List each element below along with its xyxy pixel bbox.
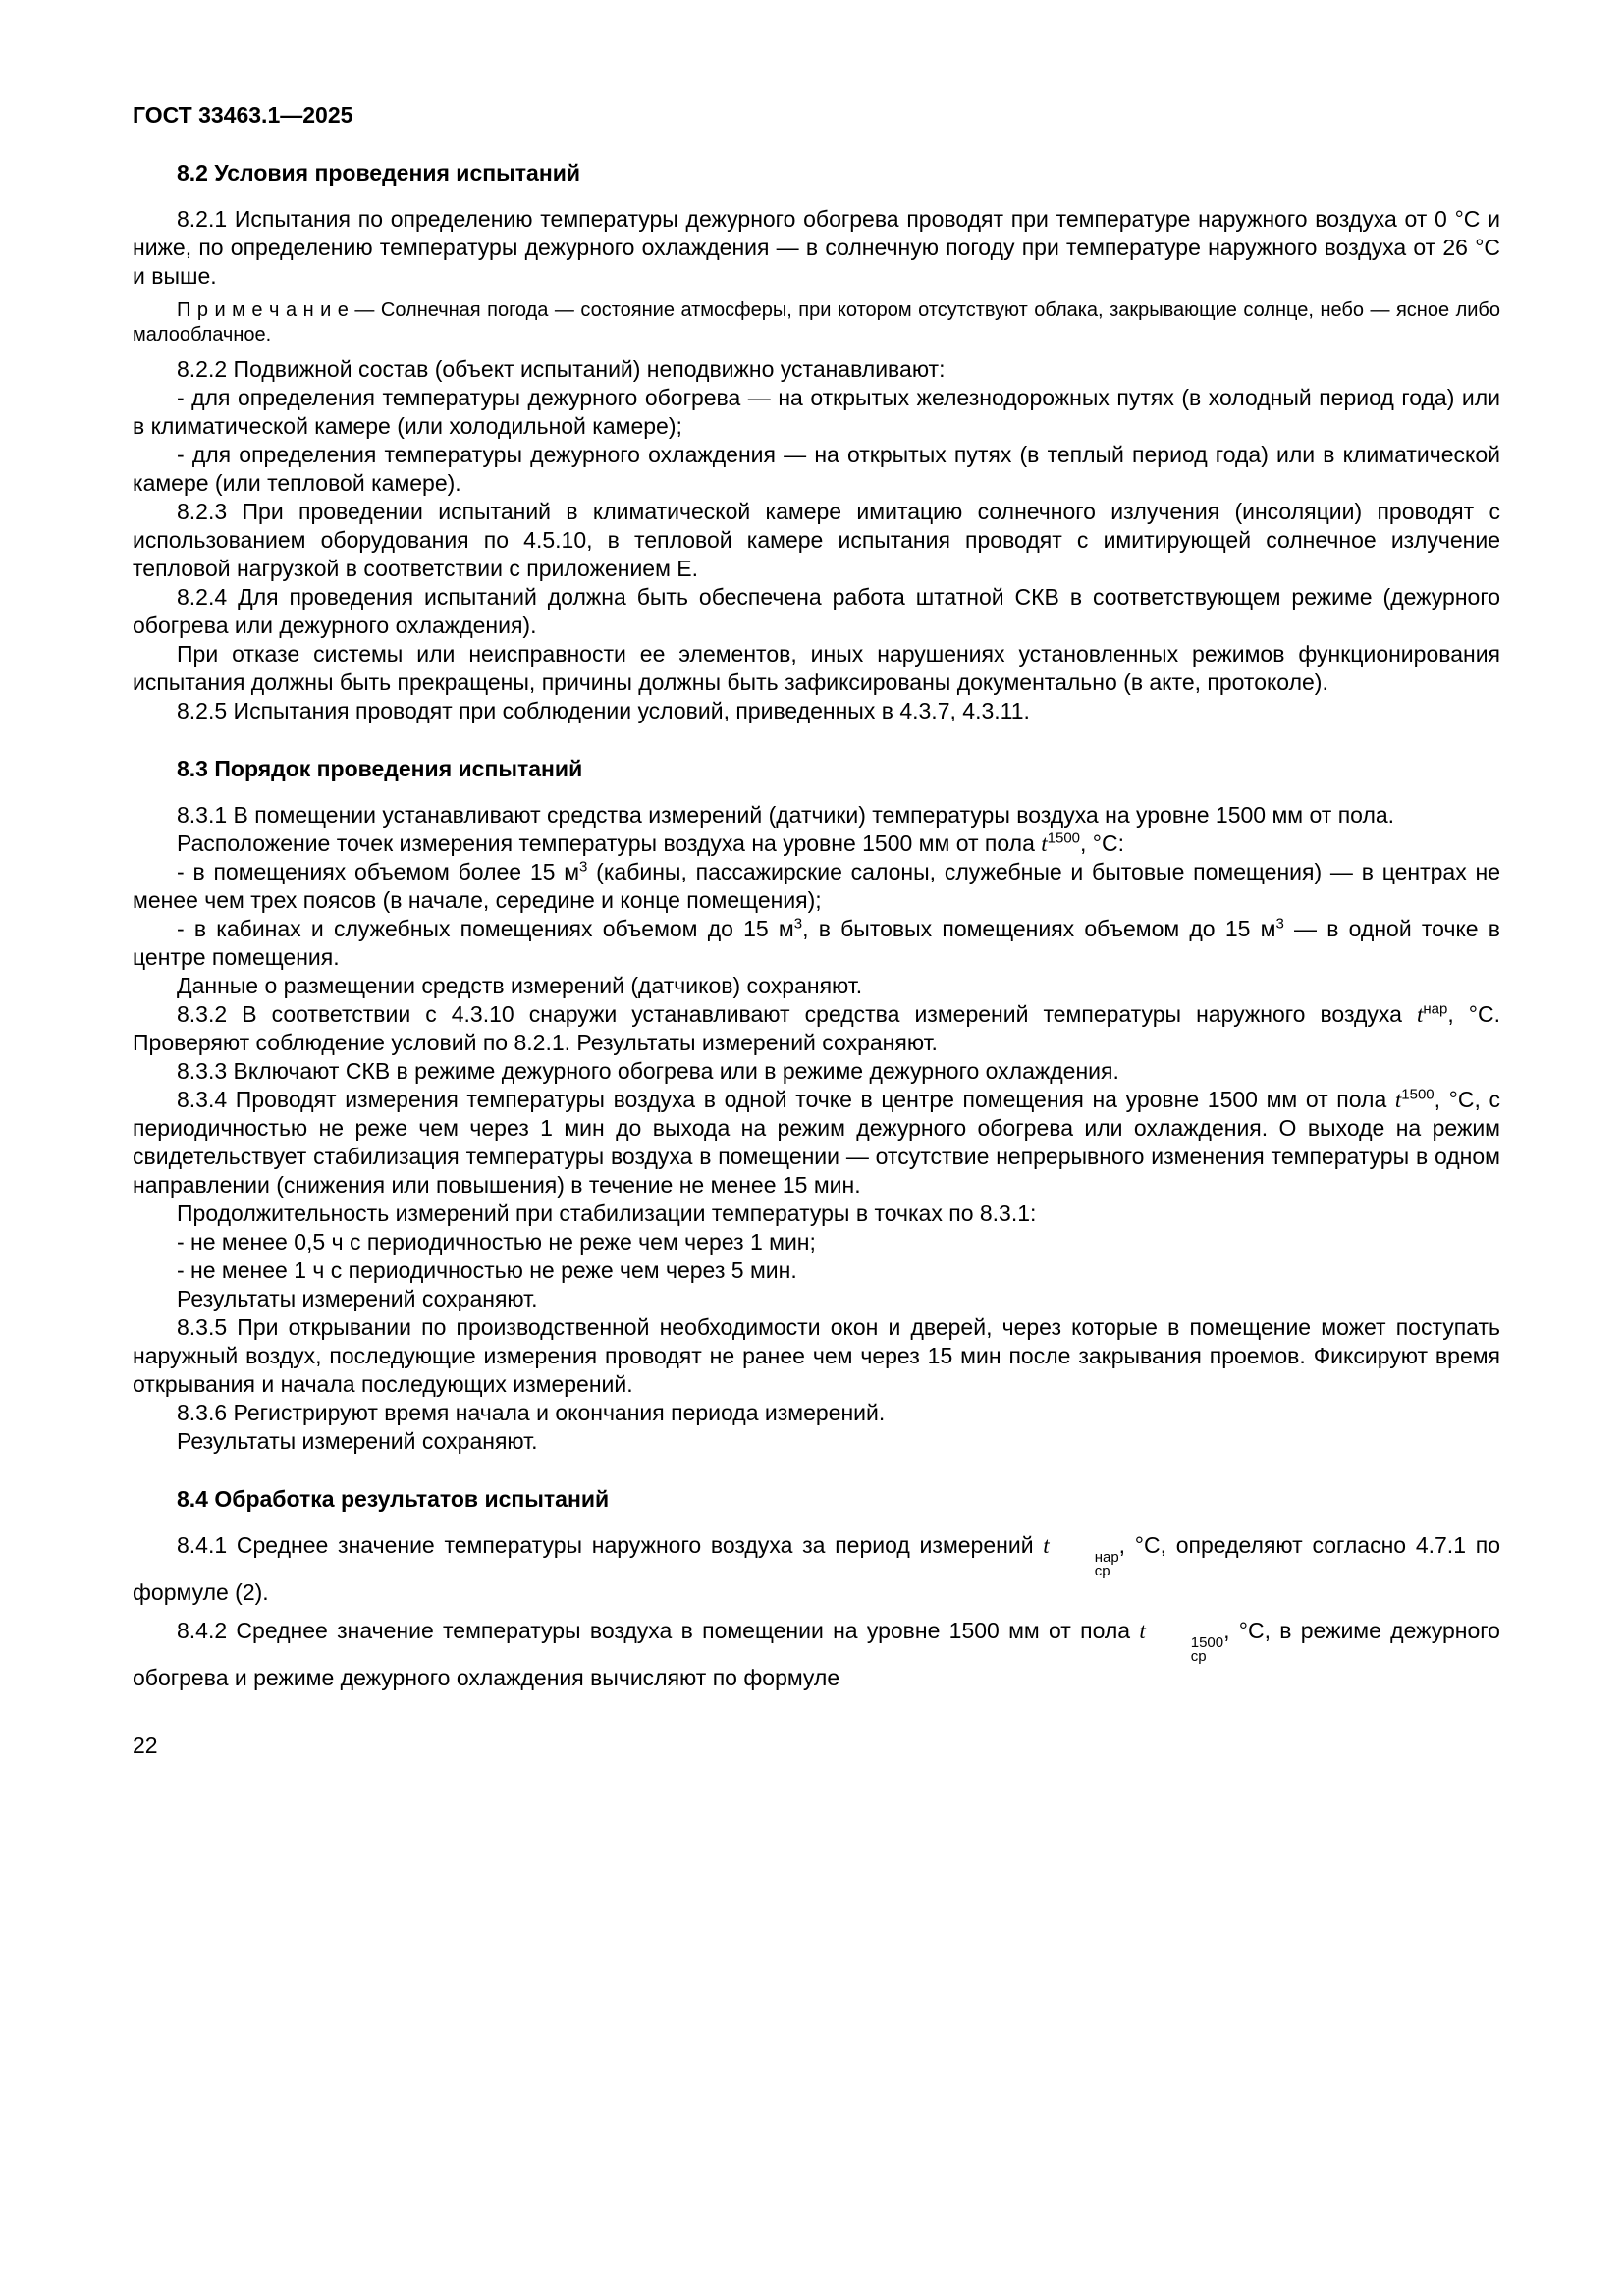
- text-run: , °С, в режиме дежурного обогрева и режиме дежурного охлаждения вычисляют по формуле: [133, 1618, 1500, 1690]
- paragraph: Данные о размещении средств измерений (датчиков) сохраняют.: [177, 973, 863, 998]
- paragraph-8-2-2: 8.2.2 Подвижной состав (объект испытаний) неподвижно устанавливают:: [177, 356, 946, 382]
- text-run: , °С, с периодичностью не реже чем через 1 мин до выхода на режим дежурного обогрева или охлаждения. О выходе на режим свидетельствует стабилизация температуры воздуха в помещении — отсутствие непрерывного изменения температуры в одном направлении (снижения или повышения) в течение не менее 15 мин.: [133, 1087, 1500, 1198]
- list-item: - не менее 0,5 ч с периодичностью не реже чем через 1 мин;: [177, 1229, 816, 1255]
- text-run: 8.3.4 Проводят измерения температуры воздуха в одной точке в центре помещения на уровне 1500 мм от пола: [177, 1087, 1395, 1112]
- paragraph-8-2-5: 8.2.5 Испытания проводят при соблюдении условий, приведенных в 4.3.7, 4.3.11.: [177, 698, 1030, 723]
- section-heading-8-3: 8.3 Порядок проведения испытаний: [177, 756, 583, 781]
- superscript-cubed: 3: [1275, 915, 1284, 933]
- paragraph-8-3-3: 8.3.3 Включают СКВ в режиме дежурного обогрева или в режиме дежурного охлаждения.: [177, 1058, 1119, 1084]
- variable-t: t: [1041, 831, 1048, 856]
- variable-t: t: [1394, 1088, 1402, 1112]
- text-run: - в помещениях объемом более 15 м: [177, 859, 580, 884]
- paragraph-8-3-1: 8.3.1 В помещении устанавливают средства измерений (датчики) температуры воздуха на уровне 1500 мм от пола.: [177, 802, 1395, 828]
- paragraph-8-3-4: [133, 1086, 1500, 1200]
- paragraph: При отказе системы или неисправности ее элементов, иных нарушениях установленных режимов функционирования испытания должны быть прекращены, причины должны быть зафиксированы документально (в акте, протоколе).: [133, 641, 1500, 695]
- paragraph: [133, 829, 1500, 858]
- paragraph-8-2-1: 8.2.1 Испытания по определению температуры дежурного обогрева проводят при температуре наружного воздуха от 0 °С и ниже, по определению температуры дежурного охлаждения — в солнечную погоду при температуре наружного воздуха от 26 °С и выше.: [133, 206, 1500, 289]
- superscript-cubed: 3: [579, 858, 588, 876]
- paragraph-8-4-1: [133, 1531, 1500, 1607]
- superscript-1500: 1500: [1190, 1634, 1224, 1651]
- list-item: [133, 858, 1500, 915]
- superscript-nar: нар: [1094, 1549, 1119, 1566]
- text-run: — в одной точке в центре помещения.: [133, 916, 1500, 970]
- paragraph: Результаты измерений сохраняют.: [177, 1286, 538, 1311]
- list-item: [133, 915, 1500, 972]
- text-run: , °С, определяют согласно 4.7.1 по формуле (2).: [133, 1532, 1500, 1605]
- text-run: , в бытовых помещениях объемом до 15 м: [802, 916, 1276, 941]
- variable-t: t: [1043, 1533, 1050, 1558]
- paragraph-8-3-6: 8.3.6 Регистрируют время начала и окончания периода измерений.: [177, 1400, 886, 1425]
- subscript-sr: ср: [1094, 1563, 1110, 1579]
- text-run: , °С. Проверяют соблюдение условий по 8.2.1. Результаты измерений сохраняют.: [133, 1001, 1500, 1055]
- paragraph-8-2-3: 8.2.3 При проведении испытаний в климатической камере имитацию солнечного излучения (инсоляции) проводят с использованием оборудования по 4.5.10, в тепловой камере испытания проводят с имитирующей солнечное излучение тепловой нагрузкой в соответствии с приложением Е.: [133, 499, 1500, 581]
- superscript-cubed: 3: [793, 915, 803, 933]
- paragraph-8-3-2: [133, 1000, 1500, 1057]
- text-run: 8.4.1 Среднее значение температуры наружного воздуха за период измерений: [177, 1532, 1044, 1558]
- list-item: - для определения температуры дежурного охлаждения — на открытых путях (в теплый период года) или в климатической камере (или тепловой камере).: [133, 442, 1500, 496]
- text-run: 8.4.2 Среднее значение температуры воздуха в помещении на уровне 1500 мм от пола: [177, 1618, 1140, 1643]
- superscript-1500: 1500: [1401, 1086, 1435, 1103]
- paragraph: Результаты измерений сохраняют.: [177, 1428, 538, 1454]
- note-block: П р и м е ч а н и е — Солнечная погода — состояние атмосферы, при котором отсутствуют облака, закрывающие солнце, небо — ясное либо малооблачное.: [133, 299, 1500, 346]
- text-run: 8.3.2 В соответствии с 4.3.10 снаружи устанавливают средства измерений температуры наружного воздуха: [177, 1001, 1417, 1027]
- superscript-nar: нар: [1423, 1000, 1448, 1018]
- subscript-sr: ср: [1190, 1648, 1207, 1665]
- section-heading-8-4: 8.4 Обработка результатов испытаний: [177, 1486, 610, 1512]
- variable-t: t: [1139, 1619, 1146, 1643]
- paragraph-8-3-5: 8.3.5 При открывании по производственной необходимости окон и дверей, через которые в помещение может поступать наружный воздух, последующие измерения проводят не ранее чем через 15 мин после закрывания проемов. Фиксируют время открывания и начала последующих измерений.: [133, 1314, 1500, 1397]
- paragraph-8-4-2: [133, 1617, 1500, 1692]
- paragraph: Продолжительность измерений при стабилизации температуры в точках по 8.3.1:: [177, 1201, 1037, 1226]
- text-run: , °С:: [1080, 830, 1125, 856]
- text-run: Расположение точек измерения температуры воздуха на уровне 1500 мм от пола: [177, 830, 1042, 856]
- document-header: ГОСТ 33463.1—2025: [133, 102, 353, 128]
- superscript-1500: 1500: [1047, 829, 1081, 847]
- text-run: - в кабинах и служебных помещениях объемом до 15 м: [177, 916, 794, 941]
- list-item: - для определения температуры дежурного обогрева — на открытых железнодорожных путях (в холодный период года) или в климатической камере (или холодильной камере);: [133, 385, 1500, 439]
- sub-sup-stack: [1146, 1636, 1223, 1664]
- page-number: 22: [133, 1733, 158, 1758]
- paragraph-8-2-4: 8.2.4 Для проведения испытаний должна быть обеспечена работа штатной СКВ в соответствующем режиме (дежурного обогрева или дежурного охлаждения).: [133, 584, 1500, 638]
- sub-sup-stack: [1050, 1551, 1119, 1578]
- text-run: (кабины, пассажирские салоны, служебные и бытовые помещения) — в центрах не менее чем трех поясов (в начале, середине и конце помещения);: [133, 859, 1500, 913]
- list-item: - не менее 1 ч с периодичностью не реже чем через 5 мин.: [177, 1257, 797, 1283]
- variable-t: t: [1417, 1002, 1424, 1027]
- section-heading-8-2: 8.2 Условия проведения испытаний: [177, 160, 581, 186]
